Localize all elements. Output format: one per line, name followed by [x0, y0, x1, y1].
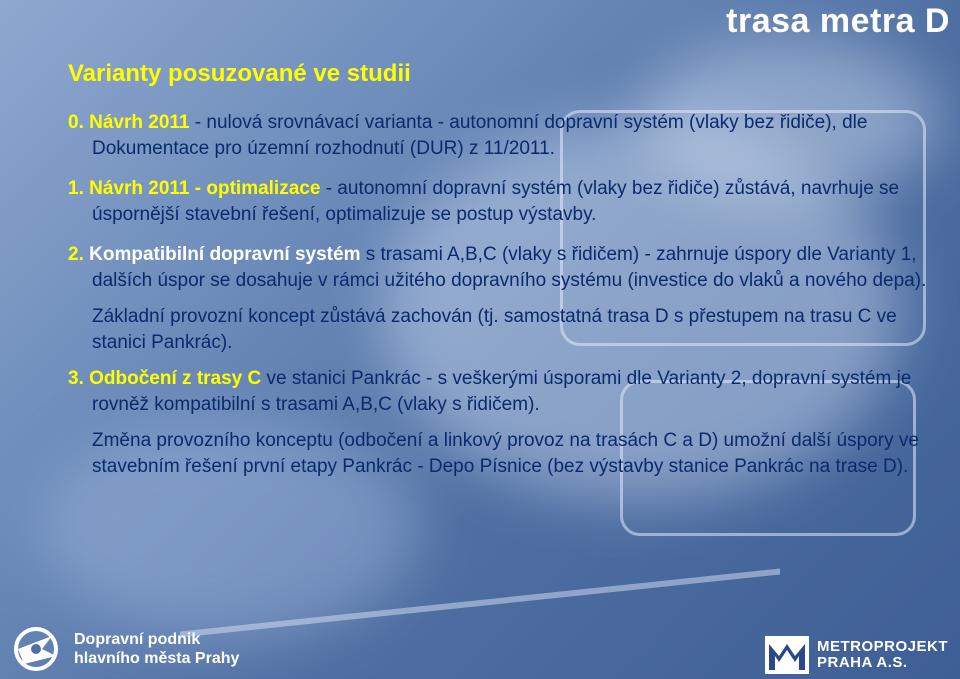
- variant-text: s trasami A,B,C (vlaky s řidičem) - zahrnuje úspory dle Varianty 1, dalších úspor se dosahuje v rámci užitého dopravního systému (investice do vlaků a nového depa).: [92, 244, 927, 291]
- variant-extra-3: Změna provozního konceptu (odbočení a linkový provoz na trasách C a D) umožní další úspory ve stavebním řešení první etapy Pankrác - Depo Písnice (bez výstavby stanice Pankrác na trase D).: [92, 430, 919, 477]
- slide-title: Varianty posuzované ve studii: [68, 60, 411, 87]
- slide-content: [68, 60, 938, 490]
- variant-number: 0.: [68, 112, 84, 133]
- variant-item-3: [68, 366, 938, 418]
- variant-item-1: [68, 176, 938, 228]
- metroprojekt-name-line2: PRAHA A.S.: [816, 654, 908, 671]
- variant-number: 3.: [68, 368, 84, 389]
- variant-highlight: Kompatibilní dopravní systém: [89, 244, 361, 265]
- metroprojekt-name: [817, 639, 948, 671]
- dpp-name: [74, 630, 239, 668]
- metroprojekt-branding: [765, 636, 948, 674]
- variant-item-2: [68, 242, 938, 294]
- brand-title: trasa metra D: [726, 2, 950, 40]
- dpp-branding: [12, 626, 239, 672]
- variant-number: 1.: [68, 178, 84, 199]
- variant-highlight: Návrh 2011: [89, 112, 190, 133]
- variant-item-0: [68, 110, 938, 162]
- variant-highlight: Návrh 2011 - optimalizace: [89, 178, 321, 199]
- variant-extra-2: Základní provozní koncept zůstává zachován (tj. samostatná trasa D s přestupem na trasu C ve stanici Pankrác).: [92, 306, 897, 353]
- variant-text: - nulová srovnávací varianta - autonomní dopravní systém (vlaky bez řidiče), dle Dokumentace pro územní rozhodnutí (DUR) z 11/2011.: [92, 112, 868, 159]
- variant-text: - autonomní dopravní systém (vlaky bez řidiče) zůstává, navrhuje se úspornější stavební řešení, optimalizuje se postup výstavby.: [92, 178, 900, 225]
- dpp-name-line1: Dopravní podnik: [74, 631, 201, 648]
- variant-text: ve stanici Pankrác - s veškerými úsporami dle Varianty 2, dopravní systém je rovněž kompatibilní s trasami A,B,C (vlaky s řidičem).: [92, 368, 912, 415]
- dpp-logo-icon: [12, 626, 64, 672]
- metroprojekt-name-line1: METROPROJEKT: [816, 638, 948, 655]
- variant-highlight: Odbočení z trasy C: [89, 368, 262, 389]
- dpp-name-line2: hlavního města Prahy: [74, 650, 240, 667]
- variant-number: 2.: [68, 244, 84, 265]
- metroprojekt-logo-icon: [765, 636, 809, 674]
